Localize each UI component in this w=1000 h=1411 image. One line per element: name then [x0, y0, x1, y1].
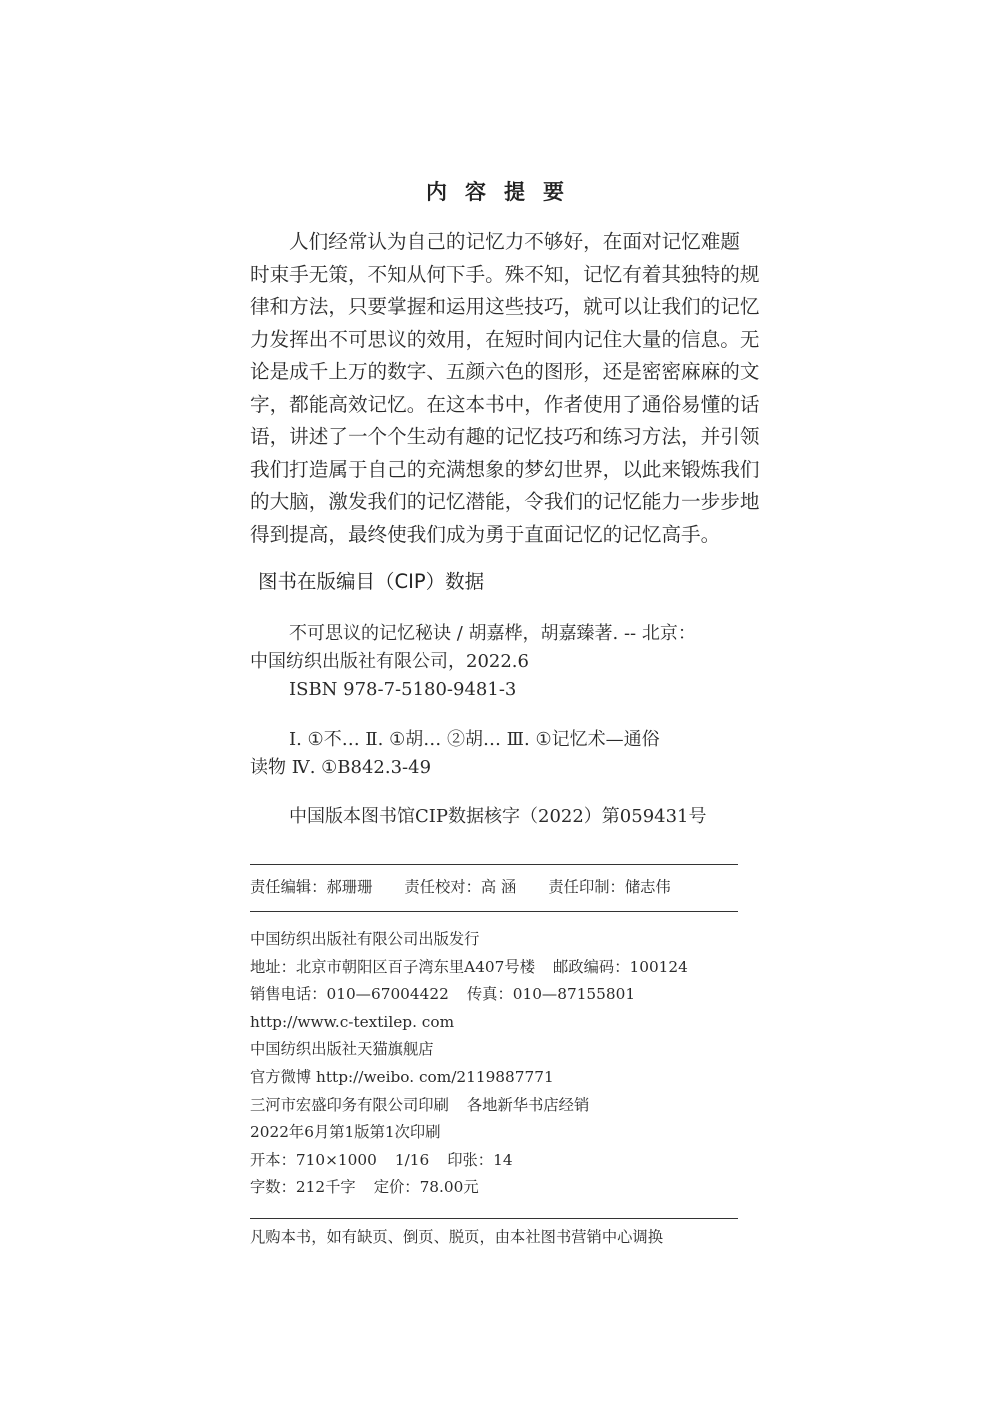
cip-isbn: ISBN 978-7-5180-9481-3 — [289, 679, 517, 700]
abstract-line: 人们经常认为自己的记忆力不够好，在面对记忆难题 — [289, 230, 740, 253]
word-count: 字数：212千字 — [250, 1178, 356, 1197]
publisher-postcode: 邮政编码：100124 — [553, 957, 688, 976]
abstract-line: 论是成千上万的数字、五颜六色的图形，还是密密麻麻的文 — [250, 360, 760, 383]
publisher-website: http://www.c-textilep. com — [250, 1012, 455, 1031]
format: 开本：710×1000 — [250, 1150, 377, 1169]
publisher-name: 中国纺织出版社有限公司出版发行 — [250, 930, 480, 948]
price-row — [250, 1174, 740, 1202]
cip-subjects-line: 读物 Ⅳ. ①B842.3-49 — [250, 757, 432, 778]
abstract-line: 语，讲述了一个个生动有趣的记忆技巧和练习方法，并引领 — [250, 425, 760, 448]
publisher-phone-row — [250, 981, 740, 1009]
footer — [250, 1224, 740, 1252]
cip-record-line: 中国纺织出版社有限公司，2022.6 — [250, 651, 529, 672]
credit-printing: 责任印制：储志伟 — [548, 878, 671, 896]
credit-proofreader: 责任校对：高 涵 — [404, 878, 517, 896]
divider — [250, 864, 738, 865]
distributor: 各地新华书店经销 — [466, 1095, 590, 1114]
abstract-line: 时束手无策，不知从何下手。殊不知，记忆有着其独特的规 — [250, 262, 760, 286]
edition: 2022年6月第1版第1次印刷 — [250, 1123, 441, 1142]
credits-row — [250, 874, 740, 902]
tmall-store: 中国纺织出版社天猫旗舰店 — [250, 1040, 434, 1059]
cip-heading: 图书在版编目（CIP）数据 — [258, 570, 485, 593]
cip-record — [250, 620, 740, 704]
abstract-line: 字，都能高效记忆。在这本书中，作者使用了通俗易懂的话 — [250, 392, 760, 416]
publisher-address-row — [250, 954, 740, 982]
credit-editor: 责任编辑：郝珊珊 — [250, 878, 373, 896]
cip-subjects — [250, 726, 740, 782]
abstract-heading: 内容提要 — [426, 180, 582, 204]
fold: 1/16 — [394, 1150, 430, 1169]
fax: 传真：010—87155801 — [466, 985, 636, 1004]
format-row — [250, 1147, 740, 1175]
sales-phone: 销售电话：010—67004422 — [250, 985, 449, 1004]
price: 定价：78.00元 — [373, 1178, 479, 1197]
divider — [250, 911, 738, 912]
abstract-line: 我们打造属于自己的充满想象的梦幻世界，以此来锻炼我们 — [250, 457, 760, 481]
cip-subjects-line: Ⅰ. ①不… Ⅱ. ①胡… ②胡… Ⅲ. ①记忆术—通俗 — [289, 729, 660, 750]
official-weibo: 官方微博 http://weibo. com/2119887771 — [250, 1067, 554, 1086]
cip-core-number: 中国版本图书馆CIP数据核字（2022）第059431号 — [289, 806, 707, 827]
footer-note: 凡购本书，如有缺页、倒页、脱页，由本社图书营销中心调换 — [250, 1228, 664, 1246]
divider — [250, 1218, 738, 1219]
printer: 三河市宏盛印务有限公司印刷 — [250, 1095, 449, 1114]
abstract-line: 得到提高，最终使我们成为勇于直面记忆的记忆高手。 — [250, 522, 721, 546]
abstract-line: 力发挥出不可思议的效用，在短时间内记住大量的信息。无 — [250, 327, 760, 351]
cip-record-line: 不可思议的记忆秘诀 / 胡嘉桦，胡嘉臻著. -- 北京： — [289, 623, 696, 644]
abstract-body — [250, 226, 760, 551]
abstract-line: 的大脑，激发我们的记忆潜能，令我们的记忆能力一步步地 — [250, 490, 760, 513]
printer-row — [250, 1092, 740, 1120]
abstract-line: 律和方法，只要掌握和运用这些技巧，就可以让我们的记忆 — [250, 295, 760, 318]
publisher-info — [250, 926, 740, 1202]
cip-core-number-block — [250, 803, 740, 831]
publisher-address: 地址：北京市朝阳区百子湾东里A407号楼 — [250, 957, 535, 976]
sheets: 印张：14 — [447, 1150, 513, 1169]
